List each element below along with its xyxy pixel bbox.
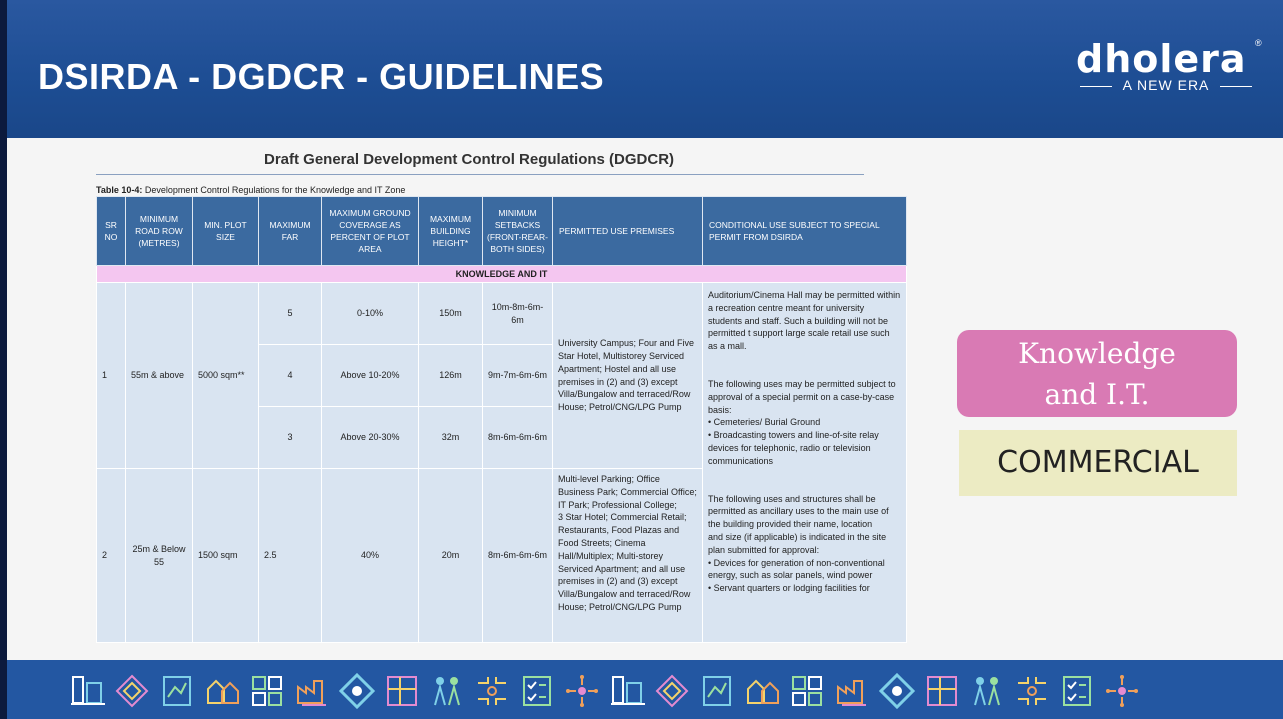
row1c-height: 32m xyxy=(419,407,483,469)
cond-p2-bullet2: • Broadcasting towers and line-of-site relay devices for telephonic, radio or television communications xyxy=(708,430,879,466)
row1b-height: 126m xyxy=(419,345,483,407)
section-row xyxy=(97,266,907,283)
document-title: Draft General Development Control Regulations (DGDCR) xyxy=(264,151,675,168)
row2-coverage: 40% xyxy=(322,469,419,643)
grid-pattern-icon xyxy=(787,673,827,709)
cond-p3-line2: and size (if applicable) is indicated in the site plan submitted for approval: xyxy=(708,531,887,555)
row1b-far: 4 xyxy=(259,345,322,407)
row1-permitted: University Campus; Four and Five Star Hotel, Multistorey Serviced Apartment; Hostel and all use premises in (2) and (3) except Villa/Bungalow and terraced/Row House; Petrol/CNG/LPG Pump xyxy=(553,283,703,469)
row1a-far: 5 xyxy=(259,283,322,345)
col-conditional-use: CONDITIONAL USE SUBJECT TO SPECIAL PERMIT FROM DSIRDA xyxy=(703,197,907,266)
cond-p3-line1: The following uses and structures shall be permitted as ancillary uses to the main use of the building provided their name, location xyxy=(708,493,889,530)
row1a-coverage: 0-10% xyxy=(322,283,419,345)
footer-bar xyxy=(7,660,1283,719)
table-caption-label: Table 10-4: xyxy=(96,185,143,195)
houses-icon xyxy=(742,673,782,709)
row2-sr: 2 xyxy=(97,469,126,643)
document-icon xyxy=(157,673,197,709)
document-icon xyxy=(697,673,737,709)
diamond-pattern-icon xyxy=(652,673,692,709)
cond-p2-bullet1: • Cemeteries/ Burial Ground xyxy=(708,417,821,428)
row1-plot: 5000 sqm** xyxy=(193,283,259,469)
row1b-coverage: Above 10-20% xyxy=(322,345,419,407)
logo-registered-mark: ® xyxy=(1255,38,1262,48)
row1a-height: 150m xyxy=(419,283,483,345)
people-icon xyxy=(427,673,467,709)
row1-sr: 1 xyxy=(97,283,126,469)
col-sr-no: SR NO xyxy=(97,197,126,266)
col-max-far: MAXIMUM FAR xyxy=(259,197,322,266)
cond-p1-line1: Auditorium/Cinema Hall may be permitted within a recreation centre meant for university xyxy=(708,290,901,313)
diamond-icon xyxy=(337,673,377,709)
section-label: KNOWLEDGE AND IT xyxy=(97,266,907,283)
title-underline xyxy=(96,174,864,175)
network-icon xyxy=(562,673,602,709)
building-icon xyxy=(607,673,647,709)
commercial-badge: COMMERCIAL xyxy=(959,430,1237,496)
row2-road: 25m & Below 55 xyxy=(126,469,193,643)
table-row xyxy=(97,283,907,345)
factory-icon xyxy=(832,673,872,709)
knowledge-badge-line2: and I.T. xyxy=(1044,378,1150,411)
col-road-row: MINIMUM ROAD ROW (METRES) xyxy=(126,197,193,266)
table-header-row xyxy=(97,197,907,266)
row1c-far: 3 xyxy=(259,407,322,469)
plan-icon xyxy=(922,673,962,709)
dholera-logo xyxy=(1068,37,1268,100)
building-icon xyxy=(67,673,107,709)
row1b-setback: 9m-7m-6m-6m xyxy=(483,345,553,407)
row2-permitted xyxy=(553,469,703,643)
circuit-icon xyxy=(472,673,512,709)
knowledge-it-badge xyxy=(957,330,1237,417)
network-icon xyxy=(1102,673,1142,709)
knowledge-badge-line1: Knowledge xyxy=(1018,337,1176,370)
row1c-setback: 8m-6m-6m-6m xyxy=(483,407,553,469)
table-caption-text: Development Control Regulations for the Knowledge and IT Zone xyxy=(142,185,406,195)
diamond-pattern-icon xyxy=(112,673,152,709)
footer-icon-row xyxy=(67,673,1142,709)
row2-height: 20m xyxy=(419,469,483,643)
checklist-icon xyxy=(517,673,557,709)
row1a-setback: 10m-8m-6m-6m xyxy=(483,283,553,345)
col-building-height: MAXIMUM BUILDING HEIGHT* xyxy=(419,197,483,266)
plan-icon xyxy=(382,673,422,709)
circuit-icon xyxy=(1012,673,1052,709)
row2-plot: 1500 sqm xyxy=(193,469,259,643)
cond-p2: The following uses may be permitted subject to approval of a special permit on a case-by-case basis: xyxy=(708,378,896,415)
row2-permitted-line2: 3 Star Hotel; Commercial Retail; Restaurants, Food Plazas and Food Streets; Cinema Hall/Multiplex; Multi-storey Serviced Apartment; and all use premises in (2) and (3) except Villa/Bungalow and terraced/Row House; Petrol/CNG/LPG Pump xyxy=(558,512,691,612)
checklist-icon xyxy=(1057,673,1097,709)
row2-setback: 8m-6m-6m-6m xyxy=(483,469,553,643)
conditional-use-cell xyxy=(703,283,907,643)
houses-icon xyxy=(202,673,242,709)
row1-road: 55m & above xyxy=(126,283,193,469)
cond-p1-line2: students and staff. Such a building will not be permitted t support large scale retail use such as a mall. xyxy=(708,315,890,352)
cond-p3-bullet1: • Devices for generation of non-conventional energy, such as solar panels, wind power xyxy=(708,557,885,581)
col-permitted-use: PERMITTED USE PREMISES xyxy=(553,197,703,266)
logo-wordmark: dholera xyxy=(1076,37,1247,81)
table-caption xyxy=(96,185,405,195)
row2-far: 2.5 xyxy=(259,469,322,643)
left-edge xyxy=(0,0,7,719)
row2-permitted-line1: Multi-level Parking; Office Business Park; Commercial Office; IT Park; Professional College; xyxy=(558,474,697,510)
regulations-table xyxy=(96,196,907,643)
col-plot-size: MIN. PLOT SIZE xyxy=(193,197,259,266)
people-icon xyxy=(967,673,1007,709)
row1c-coverage: Above 20-30% xyxy=(322,407,419,469)
factory-icon xyxy=(292,673,332,709)
logo-tagline: A NEW ERA xyxy=(1076,77,1256,93)
col-ground-coverage: MAXIMUM GROUND COVERAGE AS PERCENT OF PLOT AREA xyxy=(322,197,419,266)
cond-p3-bullet2: • Servant quarters or lodging facilities for xyxy=(708,583,870,594)
col-setbacks: MINIMUM SETBACKS (FRONT-REAR-BOTH SIDES) xyxy=(483,197,553,266)
grid-pattern-icon xyxy=(247,673,287,709)
slide-title: DSIRDA - DGDCR - GUIDELINES xyxy=(38,56,605,97)
diamond-icon xyxy=(877,673,917,709)
